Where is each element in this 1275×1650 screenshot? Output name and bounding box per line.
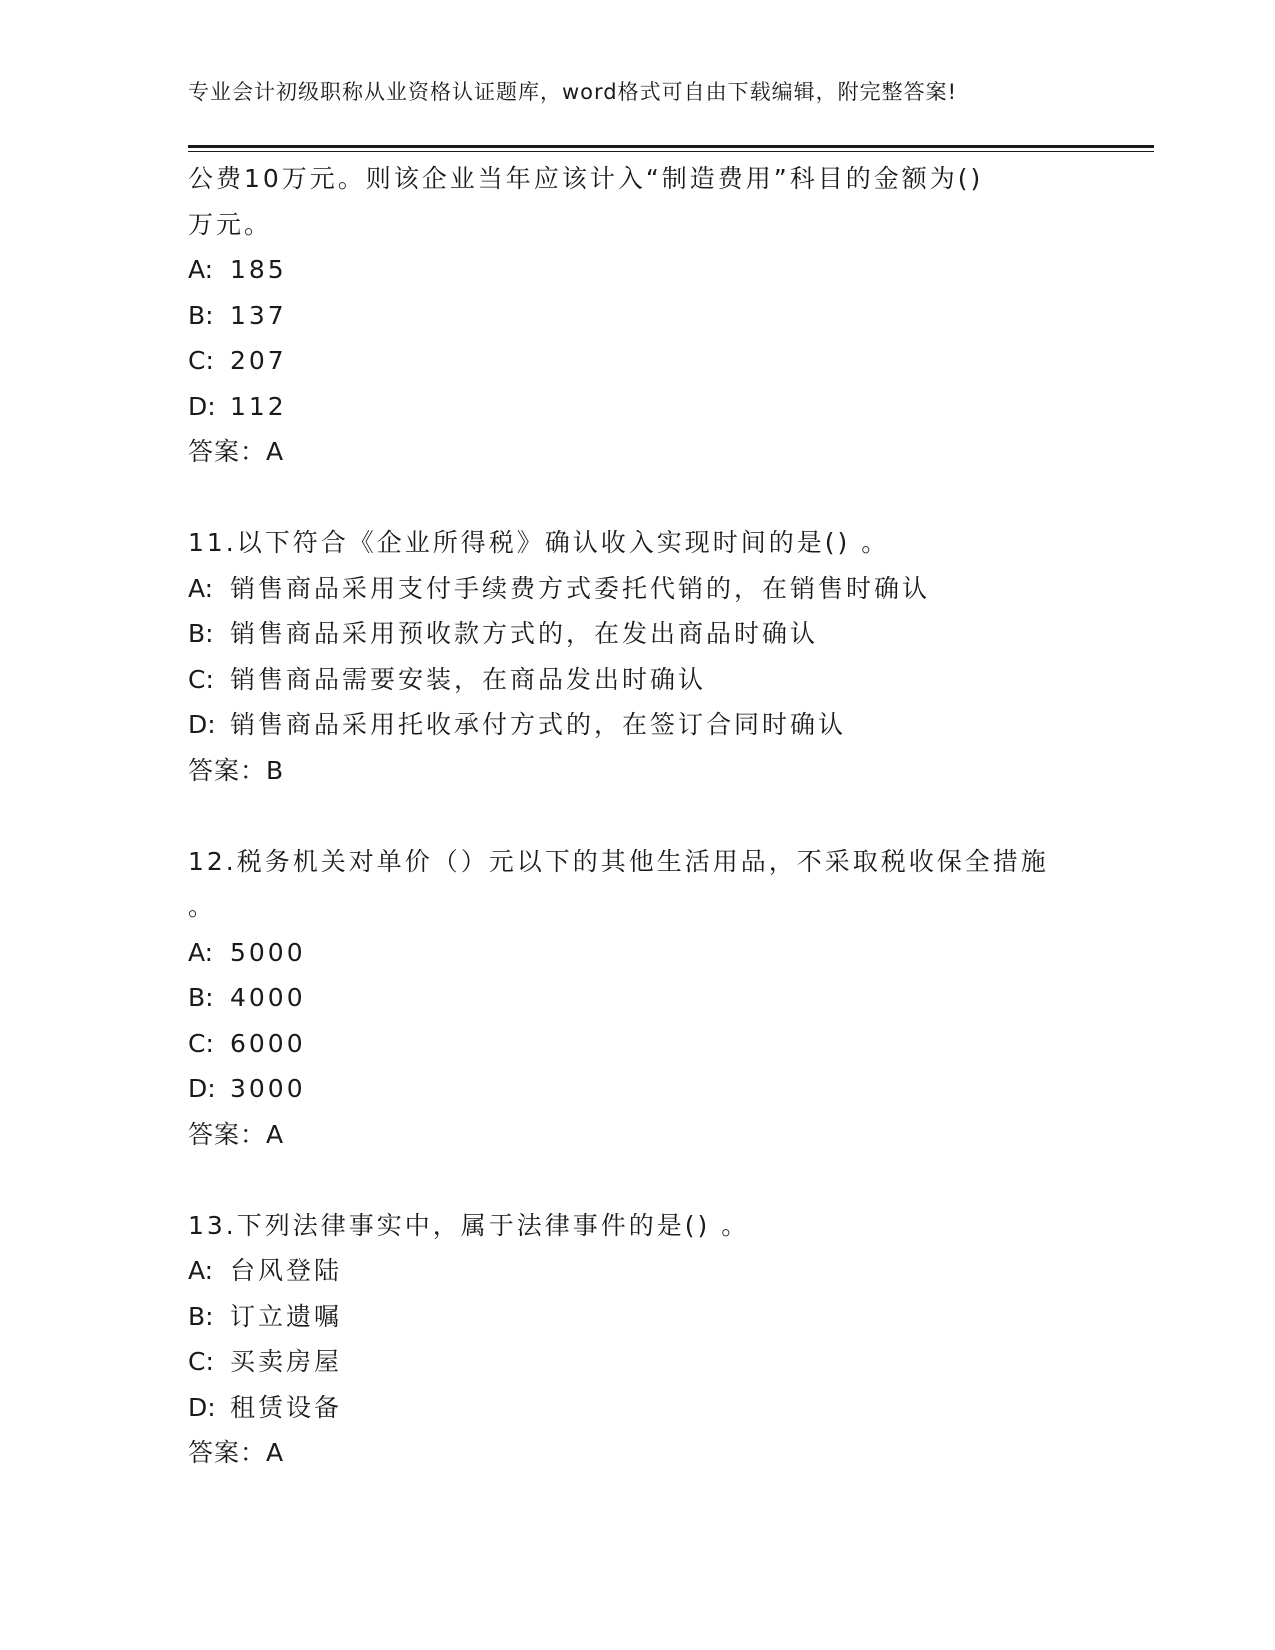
option-c bbox=[188, 338, 1088, 384]
option-label: D: bbox=[188, 710, 216, 739]
option-label: D: bbox=[188, 1392, 216, 1422]
option-text: 3000 bbox=[230, 1074, 306, 1103]
option-text: 租赁设备 bbox=[230, 1392, 343, 1422]
question-text: 12.税务机关对单价（）元以下的其他生活用品，不采取税收保全措施 bbox=[188, 846, 1049, 876]
answer-line: 答案：A bbox=[188, 1438, 285, 1467]
option-d bbox=[188, 384, 1088, 430]
header-rule-thick bbox=[188, 145, 1154, 148]
option-text: 销售商品需要安装，在商品发出时确认 bbox=[230, 664, 707, 694]
option-text: 207 bbox=[230, 346, 287, 375]
option-d bbox=[188, 1066, 1088, 1112]
option-a bbox=[188, 930, 1088, 976]
question-block bbox=[188, 156, 1088, 475]
option-a bbox=[188, 566, 1088, 612]
option-label: C: bbox=[188, 1028, 214, 1058]
option-d bbox=[188, 702, 1088, 748]
option-text: 销售商品采用支付手续费方式委托代销的，在销售时确认 bbox=[230, 573, 931, 603]
option-text: 5000 bbox=[230, 937, 306, 967]
question-list bbox=[188, 156, 1088, 1521]
option-label: A: bbox=[188, 573, 214, 603]
option-text: 销售商品采用托收承付方式的，在签订合同时确认 bbox=[230, 710, 847, 739]
option-label: C: bbox=[188, 1347, 214, 1376]
question-text: 11.以下符合《企业所得税》确认收入实现时间的是() 。 bbox=[188, 528, 890, 557]
question-text: 13.下列法律事实中，属于法律事件的是() 。 bbox=[188, 1210, 750, 1240]
option-label: A: bbox=[188, 255, 214, 284]
answer-line: 答案：A bbox=[188, 1119, 285, 1149]
option-text: 112 bbox=[230, 391, 287, 421]
option-c bbox=[188, 1339, 1088, 1385]
option-d bbox=[188, 1385, 1088, 1431]
option-label: B: bbox=[188, 619, 214, 648]
option-text: 6000 bbox=[230, 1028, 306, 1058]
question-text: 万元。 bbox=[188, 209, 273, 239]
answer-line: 答案：A bbox=[188, 437, 285, 466]
option-a bbox=[188, 1248, 1088, 1294]
option-text: 185 bbox=[230, 255, 287, 284]
option-c bbox=[188, 1021, 1088, 1067]
option-b bbox=[188, 611, 1088, 657]
question-text: 。 bbox=[188, 892, 217, 921]
header-rule-thin bbox=[188, 151, 1154, 152]
option-text: 订立遗嘱 bbox=[230, 1301, 343, 1331]
option-a bbox=[188, 247, 1088, 293]
option-b bbox=[188, 1294, 1088, 1340]
question-block bbox=[188, 520, 1088, 793]
page-header: 专业会计初级职称从业资格认证题库，word格式可自由下载编辑，附完整答案! bbox=[188, 80, 958, 104]
option-b bbox=[188, 975, 1088, 1021]
option-label: A: bbox=[188, 1256, 214, 1285]
question-block bbox=[188, 839, 1088, 1158]
answer-line: 答案：B bbox=[188, 755, 285, 785]
option-label: C: bbox=[188, 664, 214, 694]
option-label: C: bbox=[188, 346, 214, 375]
option-label: B: bbox=[188, 983, 214, 1012]
question-block bbox=[188, 1203, 1088, 1476]
option-b bbox=[188, 293, 1088, 339]
option-c bbox=[188, 657, 1088, 703]
option-text: 销售商品采用预收款方式的，在发出商品时确认 bbox=[230, 619, 819, 648]
option-text: 买卖房屋 bbox=[230, 1347, 343, 1376]
option-text: 台风登陆 bbox=[230, 1256, 343, 1285]
question-text: 公费10万元。则该企业当年应该计入“制造费用”科目的金额为() bbox=[188, 164, 984, 193]
option-label: A: bbox=[188, 937, 214, 967]
option-label: D: bbox=[188, 1074, 216, 1103]
option-label: B: bbox=[188, 1301, 214, 1331]
option-label: D: bbox=[188, 391, 216, 421]
option-text: 137 bbox=[230, 300, 287, 330]
option-label: B: bbox=[188, 300, 214, 330]
option-text: 4000 bbox=[230, 983, 306, 1012]
